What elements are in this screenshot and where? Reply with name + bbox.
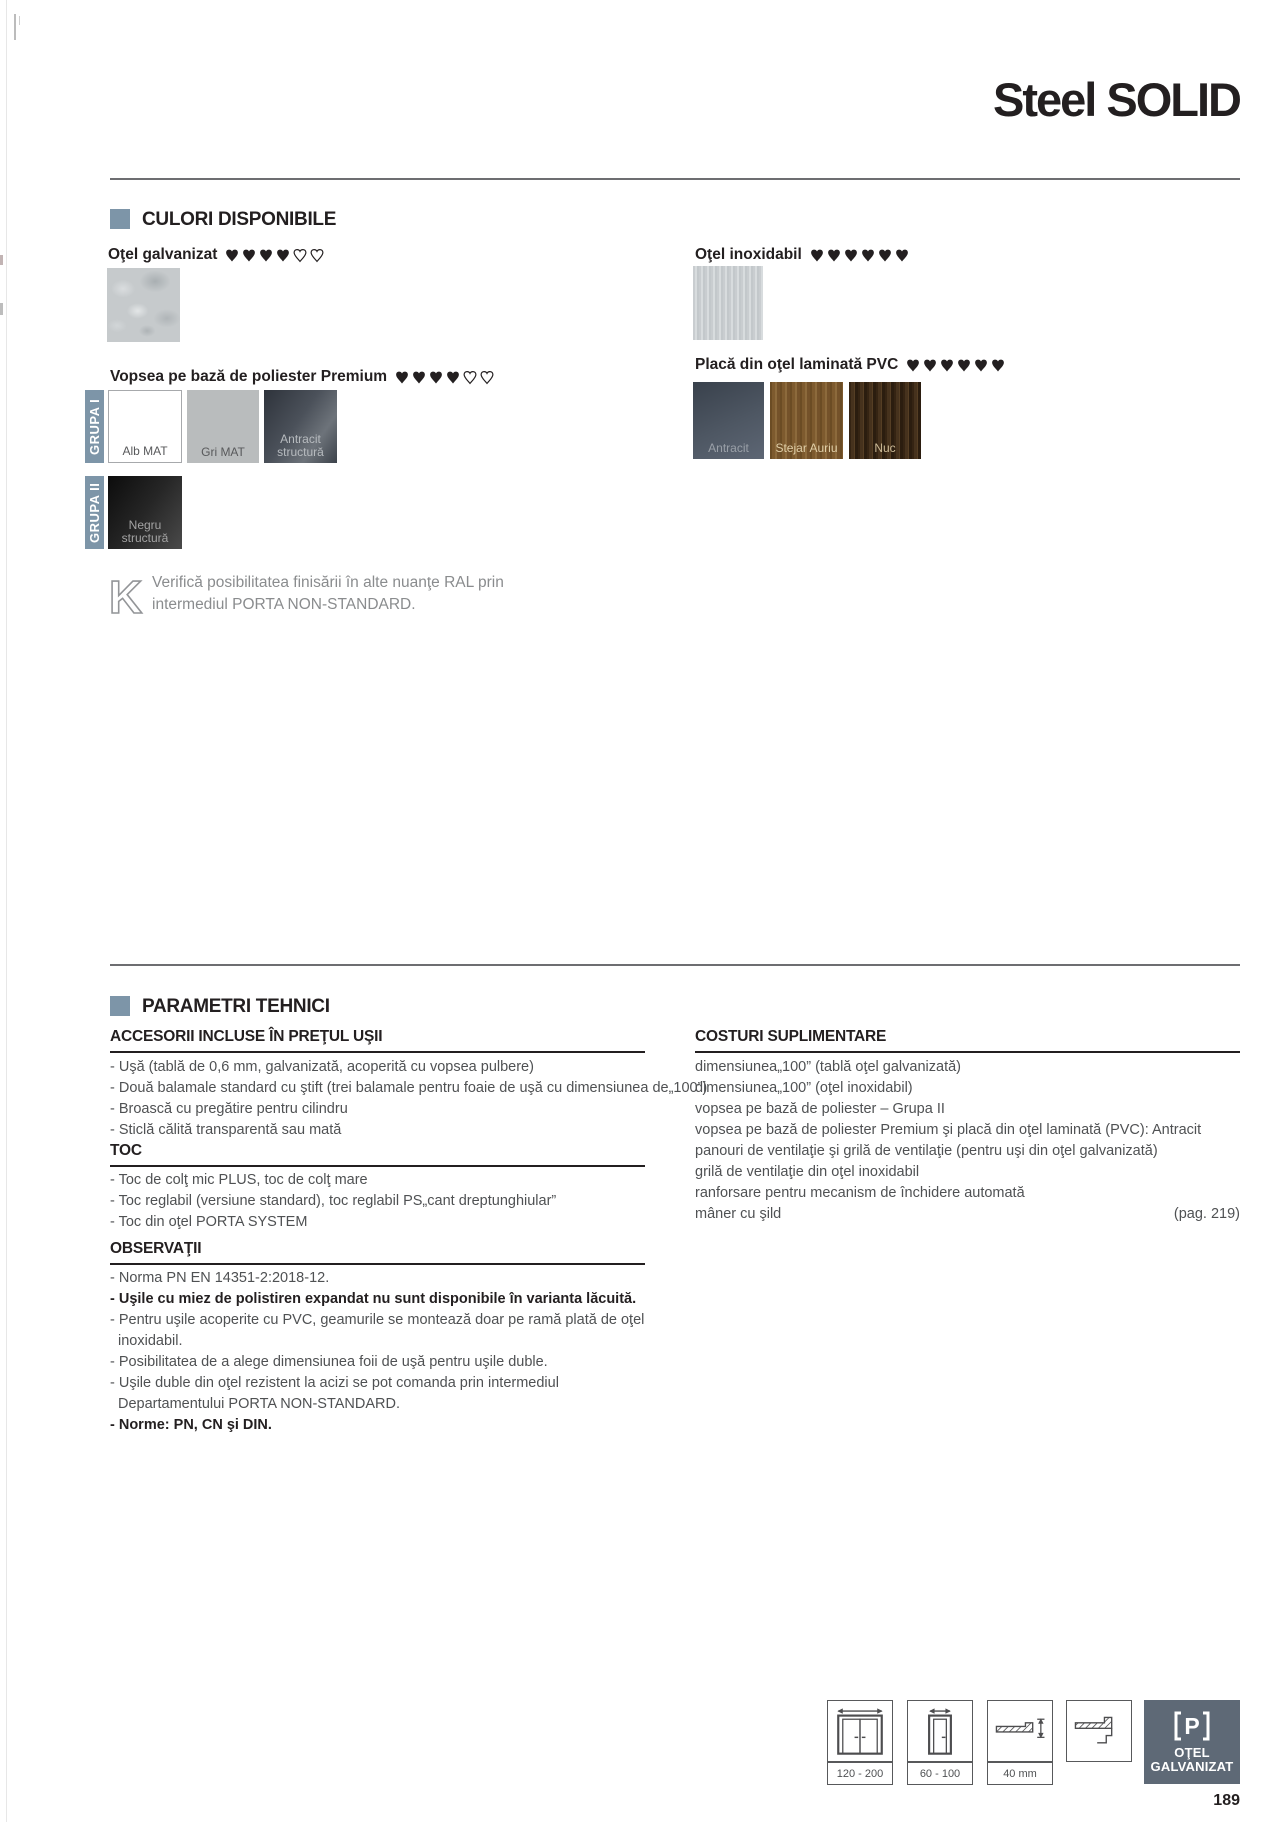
swatch-galvanized — [107, 268, 180, 342]
rating-diamonds — [809, 248, 910, 263]
tech-section-title: PARAMETRI TEHNICI — [142, 996, 330, 1017]
swatch-stejar-auriu — [770, 382, 843, 459]
inox-label — [695, 246, 910, 264]
list-item: - Toc de colţ mic PLUS, toc de colţ mare — [110, 1172, 368, 1188]
toc-title: TOC — [110, 1142, 645, 1167]
porta-p-icon — [1172, 1710, 1212, 1742]
double-door-size: 120 - 200 — [827, 1762, 893, 1785]
swatch-label: Alb MAT — [122, 444, 168, 458]
divider — [110, 178, 1240, 180]
k-configurator-icon — [108, 572, 148, 618]
swatch-label: Antracit structură — [277, 432, 324, 459]
swatch-gri-mat — [187, 390, 259, 463]
inox-label-text: Oţel inoxidabil — [695, 246, 802, 263]
swatch-antracit-structura — [264, 390, 337, 463]
svg-text:K: K — [109, 572, 143, 618]
rating-diamonds — [905, 358, 1006, 373]
list-item: - Toc din oţel PORTA SYSTEM — [110, 1214, 308, 1230]
rating-diamonds — [224, 248, 325, 263]
badge-label: OŢEL GALVANIZAT — [1150, 1744, 1234, 1774]
section-bullet — [110, 996, 130, 1016]
list-item: - Sticlă călită transparentă sau mată — [110, 1122, 342, 1138]
list-item: - Uşile cu miez de polistiren expandat nu sunt disponibile în varianta lăcuită. — [110, 1291, 637, 1307]
list-item: panouri de ventilaţie şi grilă de ventilaţie (pentru uşi din oţel galvanizată) — [695, 1143, 1158, 1159]
observations-list — [110, 1268, 663, 1436]
swatch-nuc — [849, 382, 921, 459]
swatch-alb-mat — [108, 390, 182, 463]
page-ref: (pag. 219) — [1173, 1206, 1240, 1222]
list-item: - Posibilitatea de a alege dimensiunea foii de uşă pentru uşile duble. — [110, 1354, 548, 1370]
list-item: vopsea pe bază de poliester – Grupa II — [695, 1101, 945, 1117]
list-item: - Toc reglabil (versiune standard), toc reglabil PS„cant dreptunghiular” — [110, 1193, 557, 1209]
scan-artifact — [6, 0, 7, 1822]
galvanized-label — [108, 246, 325, 264]
thickness-icon — [987, 1700, 1053, 1762]
scan-artifact — [14, 14, 16, 40]
scan-artifact — [0, 255, 3, 265]
swatch-label: Nuc — [874, 441, 896, 455]
list-item: - Norma PN EN 14351-2:2018-12. — [110, 1270, 330, 1286]
single-door-size: 60 - 100 — [907, 1762, 973, 1785]
double-door-icon — [827, 1700, 893, 1762]
ral-note: Verifică posibilitatea finisării în alte nuanţe RAL prin intermediul PORTA NON-STANDARD. — [152, 574, 504, 613]
scan-artifact — [19, 16, 20, 25]
list-item: - Norme: PN, CN şi DIN. — [110, 1417, 272, 1433]
list-item: ranforsare pentru mecanism de închidere automată — [695, 1185, 1025, 1201]
colors-section-title: CULORI DISPONIBILE — [142, 209, 337, 230]
divider — [110, 964, 1240, 966]
page-title: Steel SOLID — [992, 73, 1240, 126]
group1-bar: GRUPA I — [85, 390, 104, 463]
swatch-label: Negru structură — [121, 518, 169, 545]
observations-title: OBSERVAŢII — [110, 1240, 645, 1265]
swatch-inox — [693, 266, 763, 340]
list-item: vopsea pe bază de poliester Premium şi placă din oţel laminată (PVC): Antracit — [695, 1122, 1202, 1138]
swatch-label: Stejar Auriu — [775, 441, 838, 455]
svg-text:P: P — [1184, 1712, 1200, 1739]
swatch-pvc-antracit — [693, 382, 764, 459]
pvc-label — [695, 356, 1006, 374]
list-item: - Două balamale standard cu ştift (trei balamale pentru foaie de uşă cu dimensiunea de„100”) — [110, 1080, 708, 1096]
list-item: dimensiunea„100” (tablă oţel galvanizată) — [695, 1059, 961, 1075]
costs-list — [695, 1057, 1240, 1225]
accessories-title: ACCESORII INCLUSE ÎN PREŢUL UŞII — [110, 1028, 645, 1053]
premium-label-text: Vopsea pe bază de poliester Premium — [110, 368, 388, 385]
steel-galvanized-badge — [1144, 1700, 1240, 1784]
swatch-label: Gri MAT — [201, 445, 245, 459]
galvanized-label-text: Oţel galvanizat — [108, 246, 218, 263]
swatch-label: Antracit — [708, 441, 749, 455]
group2-bar: GRUPA II — [85, 476, 104, 549]
swatch-negru-structura — [108, 476, 182, 549]
list-item: - Uşile duble din oţel rezistent la acizi se pot comanda prin intermediul Departamentului PORTA NON-STANDARD. — [110, 1375, 559, 1412]
pvc-label-text: Placă din oţel laminată PVC — [695, 356, 899, 373]
section-bullet — [110, 209, 130, 229]
page-number: 189 — [1213, 1792, 1240, 1809]
thickness-size: 40 mm — [987, 1762, 1053, 1785]
rating-diamonds — [394, 370, 495, 385]
accessories-list — [110, 1057, 708, 1141]
list-item: dimensiunea„100” (oţel inoxidabil) — [695, 1080, 913, 1096]
rabbet-profile-icon — [1066, 1700, 1132, 1762]
scan-artifact — [0, 303, 3, 315]
list-item: mâner cu şild (pag. 219) — [695, 1204, 1240, 1225]
list-item: - Broască cu pregătire pentru cilindru — [110, 1101, 348, 1117]
single-door-icon — [907, 1700, 973, 1762]
premium-label — [110, 368, 495, 386]
list-item: - Uşă (tablă de 0,6 mm, galvanizată, acoperită cu vopsea pulbere) — [110, 1059, 534, 1075]
toc-list — [110, 1170, 690, 1233]
list-item: - Pentru uşile acoperite cu PVC, geamurile se montează doar pe ramă plată de oţel inoxidabil. — [110, 1312, 645, 1349]
list-item: grilă de ventilaţie din oţel inoxidabil — [695, 1164, 920, 1180]
costs-title: COSTURI SUPLIMENTARE — [695, 1028, 1240, 1053]
